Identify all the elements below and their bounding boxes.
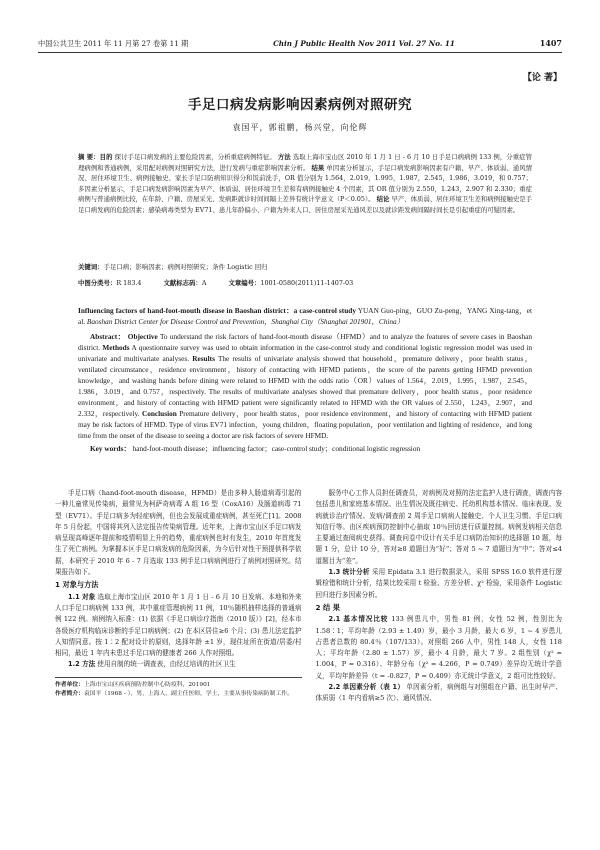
conclusion-cn: 早产、体质弱、居住环境卫生差和病例接触史是手足口病发病的危险因素；感染病毒类型为 EV71、患儿年龄偏小、户籍为外来人口、居住房屋采光通风差以及就诊距发病间隔时间长是引起重症的可疑因素。 bbox=[78, 195, 533, 214]
results-label-cn: 结果 bbox=[311, 163, 325, 172]
journal-cn: 中国公共卫生 2011 年 11 月第 27 卷第 11 期 bbox=[38, 39, 189, 48]
section-1-2 bbox=[55, 659, 302, 670]
methods-continuation: 服务中心工作人员担任调查员，对病例及对照的法定监护人进行调查，调查内容包括患儿和家庭基本情况、出生情况及既往病史、托幼机构基本情况、临床表现、发病就诊治疗情况、发病/调查前 2 周手足口病病人接触史、个人卫生习惯、手足口病知信行等。由区疾病预防控制中心抽取 10％回访进行质量控制。病例发病相关信息主要通过查阅病史获得。调查问卷中设计有关手足口病防治知识的选择题 10 题，每题 1 分，总计 10 分，答对≥8 道题目为“好”；答对 5 ~ 7 道题目为“中”；答对≤4 道题目为“差”。 bbox=[315, 489, 562, 565]
english-keywords-text: hand-foot-mouth disease；influencing factor；case-control study；conditional logistic regression bbox=[132, 444, 421, 453]
footnote-unit bbox=[55, 681, 302, 690]
article-id-label: 文章编号： bbox=[228, 279, 261, 287]
section-2-1 bbox=[316, 614, 563, 682]
section-2-2-label: 2.2 单因素分析（表 1） bbox=[328, 683, 405, 692]
keywords-cn bbox=[78, 262, 532, 271]
doc-code-value: A bbox=[201, 279, 207, 287]
english-abstract-label: Abstract： bbox=[90, 332, 126, 341]
section-1-3-text: 采用 Epidata 3.1 进行数据录入，采用 SPSS 16.0 软件进行逻辑检错和统计分析，结果比较采用 t 检验、方差分析、χ² 检验，采用条件 Logistic 回归进行多因素分析。 bbox=[315, 568, 562, 599]
english-abstract-block bbox=[78, 305, 532, 454]
intro-paragraph: 手足口病（hand-foot-mouth disease，HFMD）是由多种人肠道病毒引起的一种儿童常见传染病，最常见为柯萨奇病毒 A 组 16 型（CoxA16）及肠道病毒 71 型（EV71）。手足口病多为轻症病例，但也会发展成重症病例，甚至死亡[1]。2008 年 5 月份起，中国将其列入法定报告传染病管理。近年来，上海市宝山区手足口病发病呈现高峰逐年提前和疫情明显上升的趋势，重症病例也时有发生，2010 年首度发生了死亡病例。为掌握本区手足口病发病的危险因素，为今后针对性干预提供科学依据，本研究于 2010 年 6 - 7 月选取 133 例手足口病病例进行了病例对照研究。结果报告如下。 bbox=[55, 489, 302, 577]
english-conclusion: Premature delivery，poor health status，poor residence environment，and history of contacting with HFMD patient may be risk factors of HFMD. Type of virus EV71 infection，young children，floating population，poor ventilation and lighting of residence，and long time from the onset of the disease to seeing a doctor are risk factors of severe HFMD. bbox=[78, 409, 532, 440]
english-methods: A questionnaire survey was used to obtain information in the case-control study and conditional logistic regression model was used in univariate and multivariate analyses. bbox=[78, 343, 532, 363]
left-column bbox=[55, 488, 302, 705]
footnote-unit-label: 作者单位： bbox=[55, 681, 84, 688]
clc-code bbox=[78, 278, 141, 287]
footnote-author bbox=[55, 690, 302, 699]
abstract-cn bbox=[78, 152, 532, 216]
clc-label: 中图分类号： bbox=[78, 279, 117, 287]
doc-code bbox=[163, 278, 206, 287]
section-1-heading: 1 对象与方法 bbox=[55, 580, 99, 590]
abstract-cn-label: 摘 要： bbox=[78, 153, 100, 161]
section-2-2-text: 单因素分析，病例组与对照组在户籍、出生时早产、体质弱（1 年内看病≥5 次）、通风情况、 bbox=[315, 683, 562, 703]
english-abstract bbox=[78, 331, 532, 441]
english-title-line bbox=[78, 305, 532, 327]
body-columns bbox=[55, 488, 562, 705]
page-number: 1407 bbox=[539, 38, 562, 48]
methods-cn: 选取上海市宝山区 2010 年 1 月 1 日 - 6 月 10 日手足口病病例 133 例，分重症管理病例和普通病例，采用配对病例对照研究方法，进行发病与重症影响因素分析。 bbox=[78, 153, 533, 172]
section-2-2 bbox=[316, 682, 563, 705]
english-affiliation: Baoshan District Center for Disease Control and Prevention，Shanghai City（Shanghai 201901，China） bbox=[86, 317, 404, 326]
article-title: 手足口病发病影响因素病例对照研究 bbox=[188, 97, 412, 113]
english-title: Influencing factors of hand-foot-mouth disease in Baoshan district：a case-control study bbox=[78, 306, 356, 315]
footnote-author-text: 袁国平（1968 - ），男，上海人，副主任医师，学士，主要从事传染病防制工作。 bbox=[84, 690, 293, 697]
english-objective-label: Objective bbox=[127, 332, 158, 341]
english-conclusion-label: Conclusion bbox=[141, 409, 177, 418]
english-keywords-label: Key words： bbox=[90, 444, 131, 453]
classification-line bbox=[78, 278, 532, 287]
section-tag: 【论 著】 bbox=[522, 73, 562, 83]
author-footnote bbox=[55, 677, 302, 699]
running-header bbox=[38, 38, 562, 53]
article-id bbox=[228, 278, 353, 287]
journal-en: Chin J Public Health Nov 2011 Vol. 27 No. 11 bbox=[273, 39, 455, 48]
english-keywords bbox=[78, 443, 532, 454]
english-authors: YUAN Guo-ping，GUO Zu-peng，YANG Xing-tang，et al. bbox=[78, 306, 532, 326]
section-1-2-label: 1.2 方法 bbox=[68, 660, 96, 669]
article-id-value: 1001-0580(2011)11-1407-03 bbox=[260, 279, 354, 287]
results-cn: 单因素分析显示，手足口病发病影响因素有户籍、早产、体质弱、通风情况、居住环境卫生、病例接触史、家长手足口防病知识得分和饭前洗手，OR 值分别为 1.564，2.019，1.995，1.987，2.545，1.986，3.019，和 0.757；多因素分析显示，手足口病发病影响因素为早产、体质弱、居住环境卫生差和有病例接触史 4 个因素，其 OR 值分别为 2.550，1.243，2.907 和 2.330；重症病例与普通病例比较，在年龄、户籍、房屋采光、发病距就诊时间间隔上差异有统计学意义（P＜0.05）。 bbox=[78, 163, 533, 204]
footnote-author-label: 作者简介： bbox=[55, 690, 84, 697]
section-1-1-label: 1.1 对象 bbox=[68, 592, 96, 601]
footnote-unit-text: 上海市宝山区疾病预防控制中心防疫科，201901 bbox=[84, 681, 211, 688]
methods-label-cn: 方法 bbox=[277, 153, 291, 161]
section-1-1 bbox=[55, 592, 302, 660]
english-results: The results of univariate analysis showed that household，premature delivery，poor health status，ventilated circumstance，residence environment，history of contacting with HFMD patients，the score of the parents getting HFMD prevention knowledge，and washing hands before dining were related to HFMD with the odds ratio（OR）values of 1.564，2.019，1.995，1.987，2.545，1.986，3.019，and 0.757，respectively. The results of multivariate analyses showed that premature delivery，poor health status，poor residence environment，and history of contacting with HFMD patient were significantly related to HFMD with the OR values of 2.550，1.243，2.907，and 2.332，respectively. bbox=[78, 354, 532, 418]
section-1-2-text: 使用自制的统一调查表，由经过培训的社区卫生 bbox=[97, 660, 236, 669]
clc-value: R 183.4 bbox=[116, 279, 142, 287]
keywords-cn-text: 手足口病；影响因素；病例对照研究；条件 Logistic 回归 bbox=[103, 263, 268, 271]
section-1-3-label: 1.3 统计分析 bbox=[328, 568, 370, 577]
section-2-1-label: 2.1 基本情况比较 bbox=[328, 615, 389, 624]
section-1-1-text: 选取上海市宝山区 2010 年 1 月 1 日 - 6 月 10 日发病、本地和外来人口手足口病病例 133 例，其中重症管理病例 11 例，10％随机抽样选择的普通病例 122 例。病例纳入标准：(1) 依据《手足口病诊疗指南（2010 版）》[2]，经本市各级医疗机构临床诊断的手足口病病例；(2) 在本区居住≥6 个月；(3) 患儿法定监护人知情同意。按 1∶2 配对设计的原则，选择年龄 ±1 岁，现住址所在街道/居委/村相同，最近 1 年内未患过手足口病的健康者 266 人作对照组。 bbox=[55, 592, 302, 658]
objective-label-cn: 目的 bbox=[99, 153, 113, 161]
section-2-1-text: 133 例患儿中，男性 81 例，女性 52 例，性别比为 1.58∶1；平均年龄（2.93 ± 1.49）岁，最小 3 月龄，最大 6 岁，1 ~ 4 岁患儿占患者总数的 80.4％（107/133）。对照组 266 人中，男性 148 人，女性 118 人；平均年龄（2.80 ± 1.57）岁，最小 4 月龄，最大 7 岁。2 组性别（χ² = 1.004，P = 0.316）、年龄分布（χ² = 4.266，P = 0.749）差异均无统计学意义，平均年龄差异（t = -0.827，P = 0.409）亦无统计学意义，2 组可比性较好。 bbox=[315, 615, 562, 680]
article-authors: 袁国平，郭祖鹏，杨兴堂，向伦辉 bbox=[232, 123, 368, 132]
objective-cn: 探讨手足口病发病的主要危险因素，分析重症病例特征。 bbox=[114, 153, 276, 161]
section-2-heading: 2 结 果 bbox=[315, 602, 340, 612]
english-methods-label: Methods bbox=[102, 343, 130, 352]
conclusion-label-cn: 结论 bbox=[376, 195, 390, 204]
english-objective: To understand the risk factors of hand-foot-mouth disease（HFMD）and to analyze the features of severe cases in Baoshan district. bbox=[78, 332, 532, 352]
section-1-3 bbox=[316, 567, 563, 601]
english-results-label: Results bbox=[192, 354, 215, 363]
keywords-cn-label: 关键词： bbox=[78, 263, 104, 271]
right-column bbox=[316, 488, 563, 705]
doc-code-label: 文献标志码： bbox=[163, 279, 202, 287]
